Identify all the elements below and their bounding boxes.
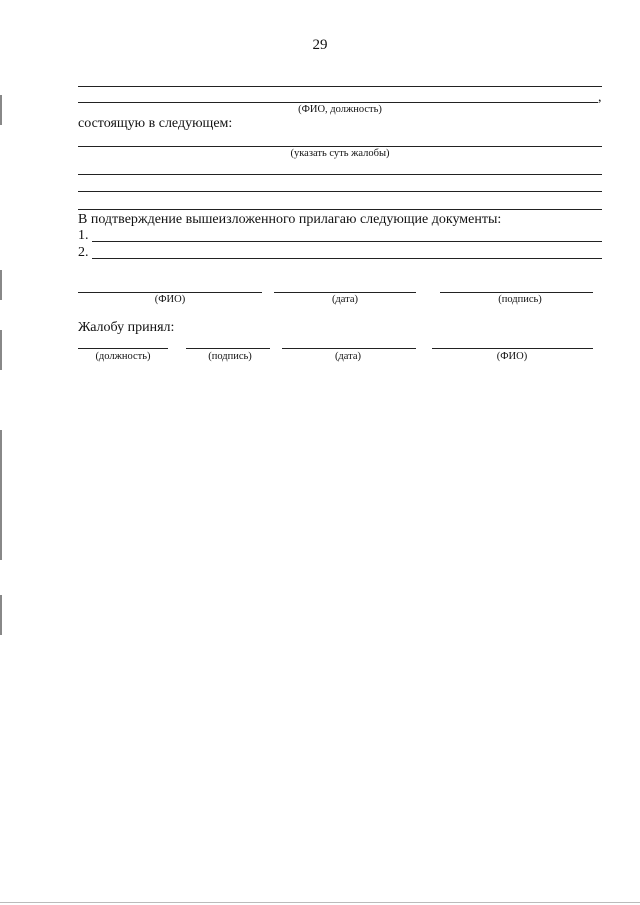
fill-line-attachment-2[interactable] [92,258,602,259]
complaint-essence-caption: (указать суть жалобы) [290,148,390,159]
consisting-label: состоящую в следующем: [78,116,233,131]
applicant-signature-caption: (подпись) [498,294,542,305]
applicant-fio-caption: (ФИО) [154,294,186,305]
fill-line-applicant-signature[interactable] [440,292,593,293]
attachment-item-number: 1. [78,228,89,243]
page-number: 29 [312,37,328,53]
receiver-signature-caption: (подпись) [208,351,252,362]
fill-line-receiver-date[interactable] [282,348,416,349]
fill-line-complainee-2[interactable] [78,102,598,103]
scan-edge-mark [0,330,2,370]
fill-line-applicant-date[interactable] [274,292,416,293]
scan-edge-mark [0,270,2,300]
applicant-date-caption: (дата) [331,294,359,305]
fill-line-receiver-fio[interactable] [432,348,593,349]
accepted-by-label: Жалобу принял: [78,320,175,335]
bottom-scan-edge [0,902,640,903]
fill-line-receiver-signature[interactable] [186,348,270,349]
fill-line-receiver-position[interactable] [78,348,168,349]
fio-position-caption: (ФИО, должность) [298,104,382,115]
receiver-fio-caption: (ФИО) [496,351,528,362]
fill-line-essence-2[interactable] [78,174,602,175]
fill-line-complainee-1[interactable] [78,86,602,87]
scan-edge-mark [0,430,2,560]
fill-line-essence-1[interactable] [78,146,602,147]
scan-edge-mark [0,95,2,125]
attachments-heading: В подтверждение вышеизложенного прилагаю следующие документы: [78,212,502,227]
fill-line-essence-3[interactable] [78,191,602,192]
scan-edge-mark [0,595,2,635]
fill-line-attachment-1[interactable] [92,241,602,242]
fill-line-applicant-fio[interactable] [78,292,262,293]
fill-line-essence-4[interactable] [78,209,602,210]
line-comma: , [598,90,602,105]
receiver-date-caption: (дата) [334,351,362,362]
attachment-item-number: 2. [78,245,89,260]
receiver-position-caption: (должность) [95,351,151,362]
